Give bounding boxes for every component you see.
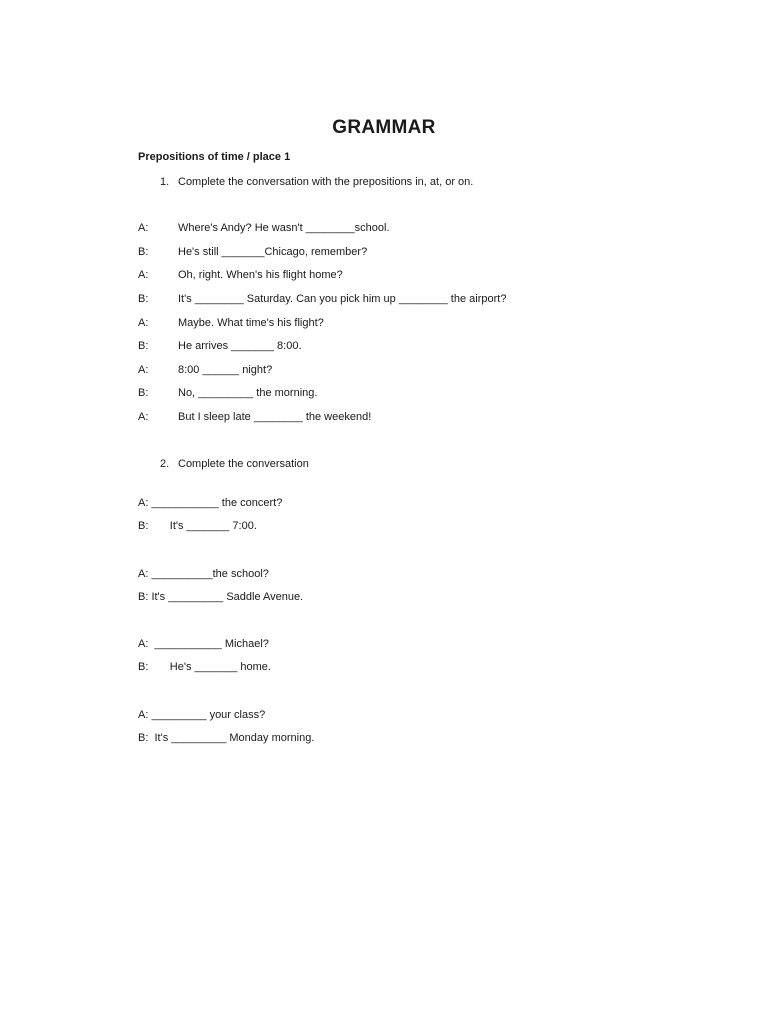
ex2-line: B: It's _______ 7:00.: [138, 520, 257, 532]
speaker-label: A:: [138, 222, 149, 234]
speaker-label: B:: [138, 293, 149, 305]
ex2-line: A: _________ your class?: [138, 709, 266, 721]
speaker-label: A:: [138, 364, 149, 376]
ex1-line: [138, 364, 272, 376]
line-text: Maybe. What time's his flight?: [178, 317, 324, 329]
exercise-2-number: 2.: [160, 458, 170, 470]
line-text: Oh, right. When's his flight home?: [178, 269, 343, 281]
line-text: But I sleep late ________ the weekend!: [178, 411, 372, 423]
line-text: He's still _______Chicago, remember?: [178, 246, 368, 258]
ex2-line: B: It's _________ Monday morning.: [138, 732, 315, 744]
ex1-line: [138, 411, 371, 423]
speaker-label: B:: [138, 246, 149, 258]
ex2-line: A: ___________ the concert?: [138, 497, 283, 509]
speaker-label: A:: [138, 411, 149, 423]
ex1-line: [138, 317, 324, 329]
speaker-label: B:: [138, 340, 149, 352]
ex2-line: B: He's _______ home.: [138, 661, 271, 673]
page-title: GRAMMAR: [332, 117, 436, 138]
exercise-1-number: 1.: [160, 176, 170, 188]
ex1-line: [138, 340, 302, 352]
exercise-1-instruction-text: Complete the conversation with the prepositions in, at, or on.: [178, 176, 474, 188]
ex1-line: [138, 222, 390, 234]
exercise-2-instruction-text: Complete the conversation: [178, 458, 309, 470]
speaker-label: A:: [138, 317, 149, 329]
exercise-1-instruction: [160, 176, 473, 188]
ex1-line: [138, 387, 317, 399]
ex2-line: A: __________the school?: [138, 568, 269, 580]
ex1-line: [138, 269, 343, 281]
line-text: Where's Andy? He wasn't ________school.: [178, 222, 390, 234]
exercise-2-instruction: [160, 458, 309, 470]
ex2-line: A: ___________ Michael?: [138, 638, 269, 650]
line-text: No, _________ the morning.: [178, 387, 318, 399]
speaker-label: B:: [138, 387, 149, 399]
line-text: He arrives _______ 8:00.: [178, 340, 302, 352]
speaker-label: A:: [138, 269, 149, 281]
ex2-line: B: It's _________ Saddle Avenue.: [138, 591, 304, 603]
line-text: 8:00 ______ night?: [178, 364, 273, 376]
ex1-line: [138, 293, 506, 305]
line-text: It's ________ Saturday. Can you pick him up ________ the airport?: [178, 293, 507, 305]
section-subtitle: Prepositions of time / place 1: [138, 151, 291, 163]
ex1-line: [138, 246, 367, 258]
